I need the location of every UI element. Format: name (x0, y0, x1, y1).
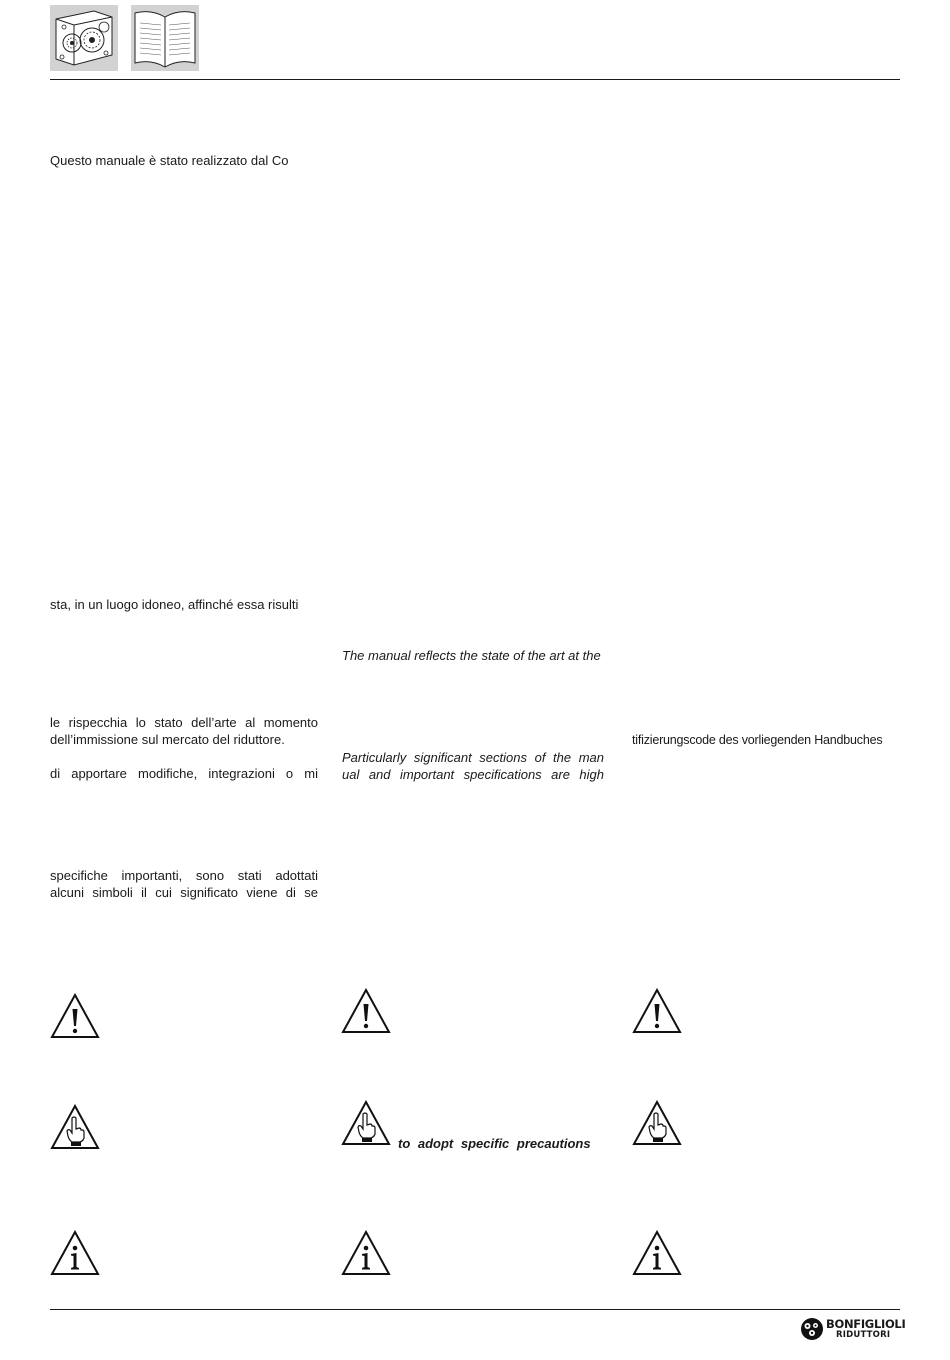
bonfiglioli-logo (800, 1316, 906, 1342)
info-triangle-icon (632, 1230, 682, 1276)
italian-modify-text: di apportare modifiche, integrazioni o mi (50, 766, 318, 781)
italian-spec-line-1: specifiche importanti, sono stati adottati (50, 868, 318, 883)
english-significant-line-2: ual and important specifications are high (342, 767, 604, 782)
gearbox-icon (50, 5, 118, 71)
english-reflect-text: The manual reflects the state of the art at the (342, 648, 601, 663)
hand-warning-icon (341, 1100, 391, 1146)
warning-triangle-icon (632, 988, 682, 1034)
italian-intro-text: Questo manuale è stato realizzato dal Co (50, 153, 289, 168)
warning-triangle-icon (341, 988, 391, 1034)
footer-divider (50, 1309, 900, 1310)
italian-spec-line-2: alcuni simboli il cui significato viene di se (50, 885, 318, 900)
open-manual-icon (131, 5, 199, 71)
info-triangle-icon (341, 1230, 391, 1276)
english-significant-line-1: Particularly significant sections of the man (342, 750, 604, 765)
italian-reflect-line-2: dell’immissione sul mercato del riduttore. (50, 732, 285, 747)
header-divider (50, 79, 900, 80)
italian-reflect-line-1: le rispecchia lo stato dell’arte al momento (50, 715, 318, 730)
logo-subtitle: RIDUTTORI (836, 1330, 891, 1340)
english-precautions-text: to adopt specific precautions (398, 1136, 591, 1151)
info-triangle-icon (50, 1230, 100, 1276)
logo-name: BONFIGLIOLI (826, 1317, 906, 1331)
hand-warning-icon (50, 1104, 100, 1150)
hand-warning-icon (632, 1100, 682, 1146)
warning-triangle-icon (50, 993, 100, 1039)
german-code-text: tifizierungscode des vorliegenden Handbuches (632, 733, 883, 747)
italian-storage-text: sta, in un luogo idoneo, affinché essa risulti (50, 597, 299, 612)
bonfiglioli-gear-icon (800, 1317, 824, 1341)
